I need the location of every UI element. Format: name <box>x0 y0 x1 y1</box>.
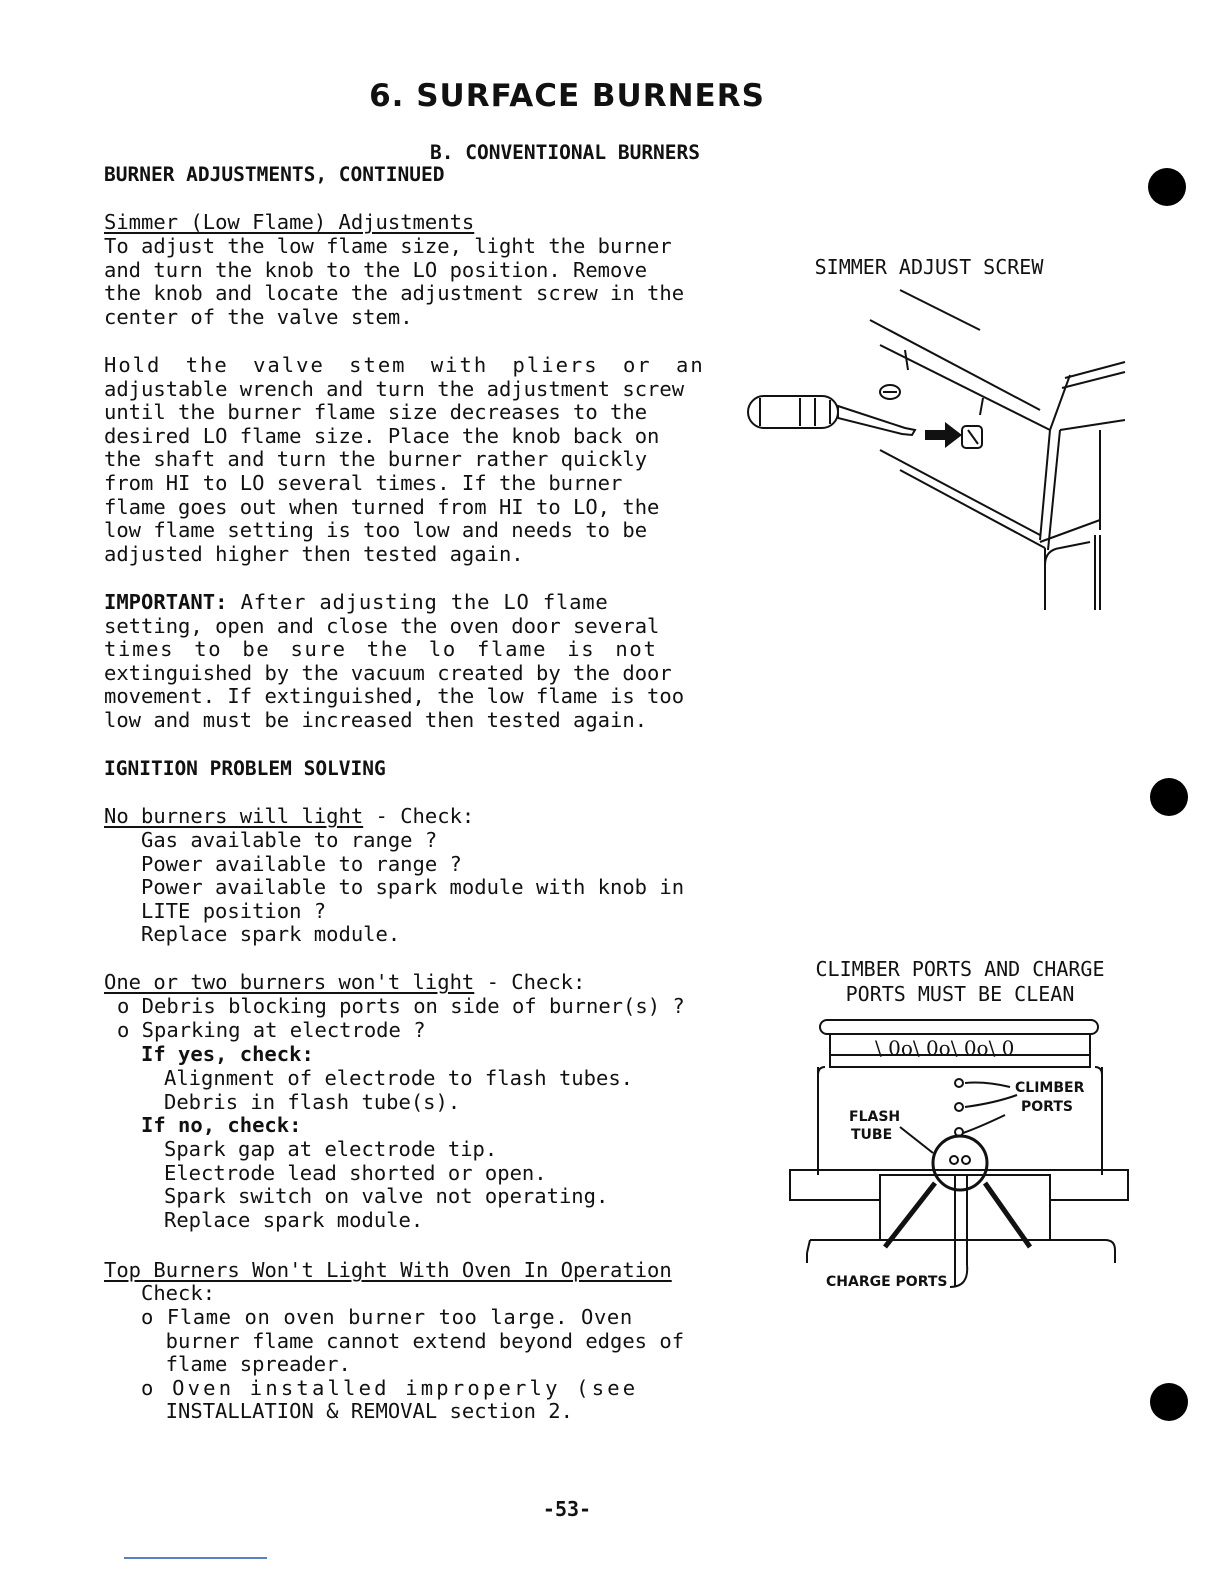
list-item: Power available to spark module with knob in <box>141 875 685 900</box>
no-burners-list <box>141 829 684 947</box>
important-label: IMPORTANT: <box>104 590 228 614</box>
list-item: Debris in flash tube(s). <box>164 1089 461 1114</box>
text-line: low flame setting is too low and needs to be <box>104 518 648 543</box>
no-burners-heading: No burners will light <box>104 804 364 828</box>
climber-figure-caption <box>800 957 1120 1006</box>
ports-label: PORTS <box>1021 1099 1073 1115</box>
text-line: and turn the knob to the LO position. Remove <box>104 257 648 282</box>
no-burners-heading-line <box>104 805 474 829</box>
text-line: extinguished by the vacuum created by the door <box>104 660 672 685</box>
text-line: adjustable wrench and turn the adjustment screw <box>104 376 685 401</box>
text-line: until the burner flame size decreases to the <box>104 400 648 425</box>
list-item: Alignment of electrode to flash tubes. <box>164 1066 633 1090</box>
list-item: LITE position ? <box>141 898 327 923</box>
top-burners-heading: Top Burners Won't Light With Oven In Operation <box>104 1258 672 1282</box>
charge-ports-label: CHARGE PORTS <box>826 1274 948 1290</box>
text-line: To adjust the low flame size, light the burner <box>104 234 672 258</box>
list-item: o Debris blocking ports on side of burner(s) ? <box>117 994 685 1018</box>
climber-label: CLIMBER <box>1015 1080 1085 1096</box>
list-item: Spark switch on valve not operating. <box>164 1184 609 1209</box>
list-item: Gas available to range ? <box>141 828 438 852</box>
important-note <box>104 591 684 733</box>
text-line: flame goes out when turned from HI to LO, the <box>104 494 660 519</box>
list-item: Spark gap at electrode tip. <box>164 1137 498 1161</box>
simmer-para-1 <box>104 235 684 329</box>
list-item: Electrode lead shorted or open. <box>164 1160 547 1185</box>
one-two-heading: One or two burners won't light <box>104 970 475 994</box>
text-line: Hold the valve stem with pliers or an <box>104 353 705 377</box>
punch-hole-middle <box>1150 778 1188 816</box>
one-two-heading-line <box>104 971 585 995</box>
list-item: Replace spark module. <box>141 922 401 947</box>
text-line: After adjusting the LO flame <box>227 590 609 614</box>
text-line: times to be sure the lo flame is not <box>104 637 658 662</box>
ignition-heading: IGNITION PROBLEM SOLVING <box>104 757 386 780</box>
text-line: the shaft and turn the burner rather quickly <box>104 447 648 472</box>
text-line: from HI to LO several times. If the burner <box>104 470 623 495</box>
text-line: desired LO flame size. Place the knob back on <box>104 423 660 448</box>
footer-rule <box>124 1557 267 1559</box>
no-list <box>164 1138 608 1232</box>
text-line: setting, open and close the oven door several <box>104 613 660 638</box>
text-line: the knob and locate the adjustment screw in the <box>104 281 685 306</box>
text-line: movement. If extinguished, the low flame is too <box>104 684 685 709</box>
text-line: low and must be increased then tested again. <box>104 707 648 732</box>
page-number: -53- <box>542 1497 592 1521</box>
flash-label: FLASH <box>849 1109 901 1125</box>
list-item: Power available to range ? <box>141 851 462 876</box>
list-item: Replace spark module. <box>164 1207 424 1232</box>
svg-text:\ 0o\ 0o\ 0o\ 0: \ 0o\ 0o\ 0o\ 0 <box>875 1036 1015 1060</box>
list-item: o Oven installed improperly (see <box>141 1375 639 1400</box>
list-item: flame spreader. <box>141 1352 351 1377</box>
tube-label: TUBE <box>851 1127 893 1143</box>
punch-hole-top <box>1148 168 1186 206</box>
list-item: o Flame on oven burner too large. Oven <box>141 1305 633 1329</box>
list-item: o Sparking at electrode ? <box>117 1018 426 1042</box>
list-item: INSTALLATION & REMOVAL section 2. <box>141 1399 573 1424</box>
list-item: burner flame cannot extend beyond edges of <box>141 1328 685 1353</box>
burner-cross-section-illustration <box>785 1015 1130 1305</box>
yes-list <box>164 1067 633 1114</box>
simmer-adjust-illustration <box>740 280 1130 615</box>
text-line: adjusted higher then tested again. <box>104 541 524 566</box>
section-heading: BURNER ADJUSTMENTS, CONTINUED <box>104 163 445 186</box>
check-suffix: - Check: <box>363 804 475 828</box>
check-suffix: - Check: <box>474 970 586 994</box>
top-burners-list <box>141 1306 684 1424</box>
if-no-label: If no, check: <box>141 1113 302 1137</box>
simmer-heading: Simmer (Low Flame) Adjustments <box>104 210 475 234</box>
punch-hole-bottom <box>1150 1383 1188 1421</box>
simmer-para-2 <box>104 354 705 566</box>
top-burners-check: Check: <box>141 1281 216 1305</box>
section-subtitle: B. CONVENTIONAL BURNERS <box>430 141 701 164</box>
simmer-figure-caption: SIMMER ADJUST SCREW <box>814 255 1044 279</box>
text-line: center of the valve stem. <box>104 304 413 329</box>
caption-line: PORTS MUST BE CLEAN <box>845 981 1075 1006</box>
if-yes-label: If yes, check: <box>141 1042 314 1066</box>
page-title: 6. SURFACE BURNERS <box>369 78 765 114</box>
caption-line: CLIMBER PORTS AND CHARGE <box>815 957 1105 981</box>
